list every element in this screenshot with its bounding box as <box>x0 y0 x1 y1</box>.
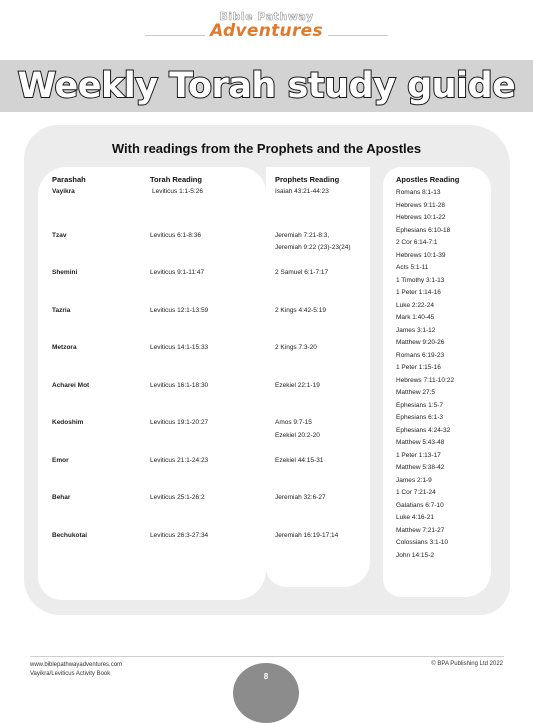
parashah-name: Metzora <box>52 344 77 351</box>
torah-reading: Leviticus 1:1-5:26 <box>152 188 203 195</box>
apostles-reading: Ephesians 4:24-32 <box>396 426 451 434</box>
apostles-reading: Matthew 5:43-48 <box>396 439 445 446</box>
prophets-reading: Isaiah 43:21-44:23 <box>275 188 329 195</box>
header-parashah: Parashah <box>52 175 86 184</box>
torah-reading: Leviticus 16:1-18:30 <box>150 381 209 389</box>
parashah-name: Shemini <box>52 269 78 276</box>
header-prophets: Prophets Reading <box>275 175 340 184</box>
parashah-name: Tazria <box>52 306 71 314</box>
apostles-reading: Matthew 9:20-26 <box>396 339 445 346</box>
apostles-reading: James 3:1-12 <box>396 326 436 334</box>
apostles-reading: Matthew 5:38-42 <box>396 464 445 471</box>
apostles-reading: Ephesians 6:1-3 <box>396 414 443 421</box>
torah-reading: Leviticus 19:1-20:27 <box>150 419 209 426</box>
apostles-reading: James 2:1-9 <box>396 476 432 484</box>
prophets-reading: Ezekiel 20:2-20 <box>275 431 320 439</box>
prophets-reading: 2 Kings 7:3-20 <box>275 344 317 351</box>
apostles-reading: 2 Cor 6:14-7:1 <box>396 239 438 246</box>
prophets-reading: Jeremiah 9:22 (23)-23(24) <box>275 244 351 251</box>
torah-reading: Leviticus 9:1-11:47 <box>150 269 205 276</box>
apostles-reading: Colossians 3:1-10 <box>396 539 449 546</box>
apostles-reading: Matthew 7:21-27 <box>396 526 445 534</box>
parashah-name: Acharei Mot <box>52 381 90 389</box>
logo-top-text: Bible Pathway <box>219 10 314 23</box>
torah-reading: Leviticus 12:1-13:59 <box>150 306 209 314</box>
apostles-reading: Hebrews 7:11-10:22 <box>396 376 455 384</box>
apostles-reading: Galatians 6:7-10 <box>396 501 444 509</box>
page-number: 8 <box>263 672 269 681</box>
torah-reading: Leviticus 14:1-15:33 <box>150 344 209 351</box>
prophets-reading: Amos 9:7-15 <box>275 419 312 426</box>
apostles-reading: Hebrews 10:1-22 <box>396 214 446 221</box>
apostles-reading: 1 Peter 1:14-16 <box>396 289 441 296</box>
parashah-name: Vayikra <box>52 188 75 195</box>
apostles-reading: Romans 8:1-13 <box>396 189 441 196</box>
parashah-name: Tzav <box>52 231 67 239</box>
footer-rule <box>30 656 504 657</box>
header-apostles: Apostles Reading <box>396 175 460 184</box>
parashah-name: Kedoshim <box>52 419 84 426</box>
footer-left <box>30 661 122 679</box>
apostles-reading: Hebrews 10:1-39 <box>396 251 446 259</box>
parashah-name: Bechukotai <box>52 531 88 539</box>
prophets-reading: Jeremiah 16:19-17:14 <box>275 531 339 539</box>
header-torah: Torah Reading <box>150 175 202 184</box>
apostles-reading: 1 Cor 7:21-24 <box>396 489 436 496</box>
apostles-reading: John 14:15-2 <box>396 551 434 559</box>
apostles-reading: Matthew 27:5 <box>396 389 436 396</box>
torah-reading: Leviticus 21:1-24:23 <box>150 456 209 464</box>
footer-website[interactable]: www.biblepathwayadventures.com <box>30 662 123 668</box>
torah-reading: Leviticus 6:1-8:36 <box>150 231 201 239</box>
parashah-name: Behar <box>52 494 71 501</box>
prophets-reading: 2 Kings 4:42-5:19 <box>275 306 326 314</box>
prophets-reading: 2 Samuel 6:1-7:17 <box>275 269 329 276</box>
apostles-reading: Ephesians 1:5-7 <box>396 401 443 409</box>
parashah-name: Emor <box>52 456 69 464</box>
footer-copyright: © BPA Publishing Ltd 2022 <box>431 661 503 667</box>
apostles-reading: Luke 2:22-24 <box>396 301 434 309</box>
prophets-reading: Jeremiah 7:21-8:3, <box>275 231 330 239</box>
footer-book: Vayikra/Leviticus Activity Book <box>30 671 111 677</box>
torah-reading: Leviticus 26:3-27:34 <box>150 531 209 539</box>
apostles-reading: 1 Timothy 3:1-13 <box>396 276 445 284</box>
apostles-reading: Acts 5:1-11 <box>396 264 429 271</box>
apostles-reading: 1 Peter 1:13-17 <box>396 451 441 459</box>
page-title: Weekly Torah study guide <box>17 66 516 106</box>
apostles-reading: 1 Peter 1:15-16 <box>396 364 441 371</box>
prophets-reading: Jeremiah 32:6-27 <box>275 494 326 501</box>
apostles-reading: Luke 4:16-21 <box>396 514 434 521</box>
brand-logo <box>0 10 533 41</box>
logo-main-text: Adventures <box>210 21 323 41</box>
torah-reading: Leviticus 25:1-26:2 <box>150 494 205 501</box>
table-subtitle: With readings from the Prophets and the Apostles <box>111 141 422 156</box>
apostles-reading: Hebrews 9:11-28 <box>396 201 446 209</box>
prophets-reading: Ezekiel 44:15-31 <box>275 456 324 464</box>
apostles-reading: Ephesians 6:10-18 <box>396 226 451 234</box>
apostles-reading: Mark 1:40-45 <box>396 314 435 321</box>
prophets-reading: Ezekiel 22:1-19 <box>275 381 320 389</box>
apostles-reading: Romans 6:19-23 <box>396 351 445 359</box>
